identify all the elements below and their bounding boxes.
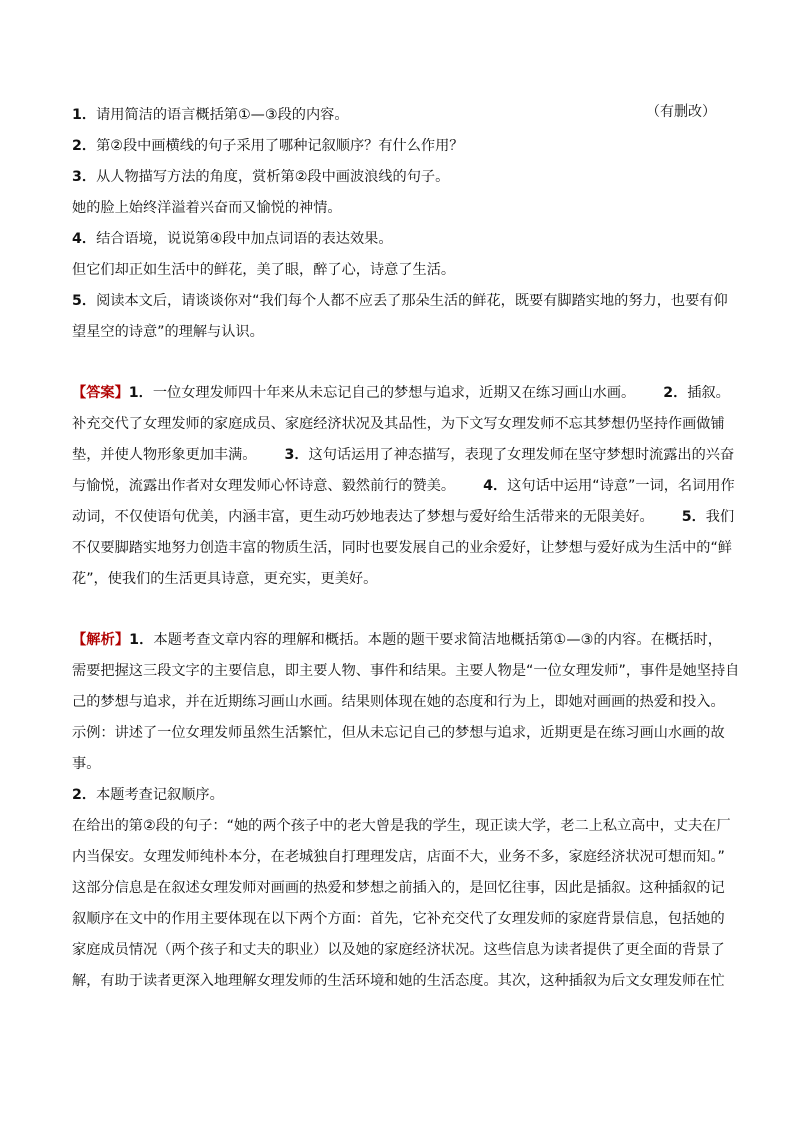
question-number: 3． (72, 169, 97, 185)
analysis-line (72, 625, 722, 656)
quote-text: 她的脸上始终洋溢着兴奋而又愉悦的神情。 (72, 200, 342, 216)
question-3 (72, 162, 722, 193)
revision-note: （有删改） (646, 104, 716, 120)
answer-line (72, 502, 735, 533)
answer-section (72, 378, 735, 595)
question-3-quote (72, 193, 722, 224)
analysis-section (72, 625, 740, 997)
analysis-number: 1． (129, 632, 154, 648)
question-number: 5． (72, 293, 97, 309)
answer-text: 这句话运用了神态描写，表现了女理发师在坚守梦想时流露出的兴奋 (308, 447, 735, 463)
analysis-line: 这部分信息是在叙述女理发师对画画的热爱和梦想之前插入的，是回忆往事，因此是插叙。这种插叙的记 (72, 880, 725, 896)
question-number: 4． (72, 231, 97, 247)
answer-number: 3． (284, 447, 309, 463)
answer-text: 与愉悦，流露出作者对女理发师心怀诗意、毅然前行的赞美。 (72, 478, 456, 494)
analysis-line: 事。 (72, 756, 101, 772)
answer-text: 这句话中运用“诗意”一词，名词用作 (507, 478, 735, 494)
question-4 (72, 224, 722, 255)
answer-number: 2． (663, 385, 688, 401)
answer-number: 1． (128, 385, 153, 401)
answer-line: 不仅要脚踏实地努力创造丰富的物质生活，同时也要发展自己的业余爱好，让梦想与爱好成为生活中的“鲜 (72, 540, 732, 556)
answer-text: 我们 (705, 509, 735, 525)
question-text: 从人物描写方法的角度，赏析第②段中画波浪线的句子。 (96, 169, 450, 185)
question-list (72, 100, 728, 348)
answer-text: 一位女理发师四十年来从未忘记自己的梦想与追求，近期又在练习画山水画。 (152, 385, 636, 401)
question-1 (72, 100, 722, 131)
question-4-quote (72, 255, 722, 286)
question-2 (72, 131, 722, 162)
question-text: 请用简洁的语言概括第①—③段的内容。 (96, 107, 349, 123)
analysis-line: 叙顺序在文中的作用主要体现在以下两个方面：首先，它补充交代了女理发师的家庭背景信息，包括她的 (72, 911, 725, 927)
analysis-line: 需要把握这三段文字的主要信息，即主要人物、事件和结果。主要人物是“一位女理发师”，事件是她坚持自 (72, 663, 740, 679)
answer-line: 补充交代了女理发师的家庭成员、家庭经济状况及其品性，为下文写女理发师不忘其梦想仍坚持作画做铺 (72, 416, 725, 432)
question-text: 结合语境，说说第④段中加点词语的表达效果。 (96, 231, 393, 247)
answer-number: 4． (483, 478, 508, 494)
question-text: 望星空的诗意”的理解与认识。 (72, 324, 264, 340)
question-number: 2． (72, 138, 97, 154)
analysis-number: 2． (72, 787, 97, 803)
analysis-text: 本题考查文章内容的理解和概括。本题的题干要求简洁地概括第①—③的内容。在概括时， (153, 632, 722, 648)
question-text: 第②段中画横线的句子采用了哪种记叙顺序？有什么作用？ (96, 138, 464, 154)
question-number: 1． (72, 107, 97, 123)
question-text: 阅读本文后，请谈谈你对“我们每个人都不应丢了那朵生活的鲜花，既要有脚踏实地的努力，也要有仰 (96, 293, 728, 309)
answer-number: 5． (681, 509, 706, 525)
analysis-line: 内当保安。女理发师纯朴本分，在老城独自打理理发店，店面不大，业务不多，家庭经济状况可想而知。” (72, 849, 725, 865)
analysis-line: 解，有助于读者更深入地理解女理发师的生活环境和她的生活态度。其次，这种插叙为后文女理发师在忙 (72, 973, 725, 989)
question-5-cont (72, 317, 722, 348)
answer-line: 花”，使我们的生活更具诗意，更充实，更美好。 (72, 571, 378, 587)
analysis-line: 在给出的第②段的句子：“她的两个孩子中的老大曾是我的学生，现正读大学，老二上私立高中，丈夫在厂 (72, 818, 731, 834)
analysis-text: 本题考查记叙顺序。 (96, 787, 224, 803)
analysis-line: 己的梦想与追求，并在近期练习画山水画。结果则体现在她的态度和行为上，即她对画画的热爱和投入。 (72, 694, 725, 710)
answer-text: 垫，并使人物形象更加丰满。 (72, 447, 257, 463)
analysis-label: 【解析】 (72, 632, 130, 648)
analysis-line (72, 780, 722, 811)
analysis-line: 家庭成员情况（两个孩子和丈夫的职业）以及她的家庭经济状况。这些信息为读者提供了更全面的背景了 (72, 942, 725, 958)
question-5 (72, 286, 728, 317)
answer-text: 动词，不仅使语句优美，内涵丰富，更生动巧妙地表达了梦想与爱好给生活带来的无限美好。 (72, 509, 654, 525)
quote-text: 但它们却正如生活中的鲜花，美了眼，醉了心，诗意了生活。 (72, 262, 456, 278)
answer-label: 【答案】 (72, 385, 129, 401)
document-body (72, 100, 740, 997)
answer-text: 插叙。 (687, 385, 730, 401)
answer-line (72, 378, 730, 409)
answer-line (72, 471, 735, 502)
analysis-line: 示例：讲述了一位女理发师虽然生活繁忙，但从未忘记自己的梦想与追求，近期更是在练习画山水画的故 (72, 725, 725, 741)
answer-line (72, 440, 735, 471)
